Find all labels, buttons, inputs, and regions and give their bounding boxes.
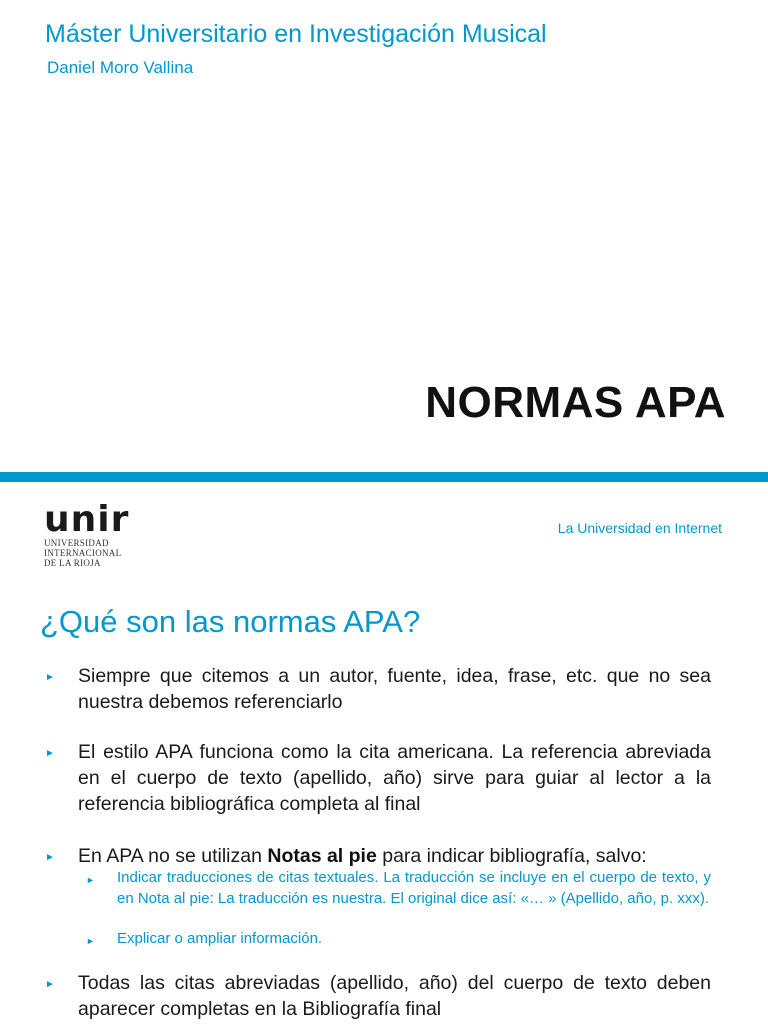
bullet-item-3 (78, 843, 711, 869)
author-name: Daniel Moro Vallina (47, 58, 194, 77)
logo-wordmark: unir (44, 499, 130, 540)
bullet-arrow-icon: ► (45, 852, 55, 863)
slide-divider-bar (0, 472, 768, 482)
logo-line-1: UNIVERSIDAD (44, 538, 109, 548)
bullet-arrow-icon: ► (45, 748, 55, 759)
bullet-3-bold: Notas al pie (267, 845, 377, 867)
content-slide (0, 482, 768, 1024)
bullet-item-4: Todas las citas abreviadas (apellido, año) del cuerpo de texto deben aparecer completas en la Bibliografía final (78, 972, 711, 1020)
sub-bullet-item-1: Indicar traducciones de citas textuales. La traducción se incluye en el cuerpo de texto, y en Nota al pie: La traducción es nuestra. El original dice así: «… » (Apellido, año, p. xxx). (117, 869, 711, 907)
unir-logo (44, 499, 130, 568)
slogan: La Universidad en Internet (557, 520, 722, 536)
sub-bullet-arrow-icon: ► (86, 875, 95, 885)
logo-line-3: DE LA RIOJA (44, 558, 101, 568)
program-title: Máster Universitario en Investigación Musical (45, 20, 547, 48)
bullet-item-1: Siempre que citemos a un autor, fuente, idea, frase, etc. que no sea nuestra debemos referenciarlo (78, 665, 711, 713)
sub-bullet-item-2: Explicar o ampliar información. (117, 930, 323, 947)
section-heading: ¿Qué son las normas APA? (40, 604, 421, 639)
slide-title: NORMAS APA (425, 378, 726, 427)
bullet-arrow-icon: ► (45, 672, 55, 683)
title-slide (0, 0, 768, 472)
logo-line-2: INTERNACIONAL (44, 548, 122, 558)
bullet-arrow-icon: ► (45, 979, 55, 990)
sub-bullet-arrow-icon: ► (86, 936, 95, 946)
logo-subtitle (44, 538, 129, 568)
bullet-item-2: El estilo APA funciona como la cita americana. La referencia abreviada en el cuerpo de texto (apellido, año) sirve para guiar al lector a la referencia bibliográfica completa al final (78, 741, 711, 815)
bullet-3-pre: En APA no se utilizan (78, 845, 268, 867)
bullet-3-post: para indicar bibliografía, salvo: (376, 845, 647, 867)
